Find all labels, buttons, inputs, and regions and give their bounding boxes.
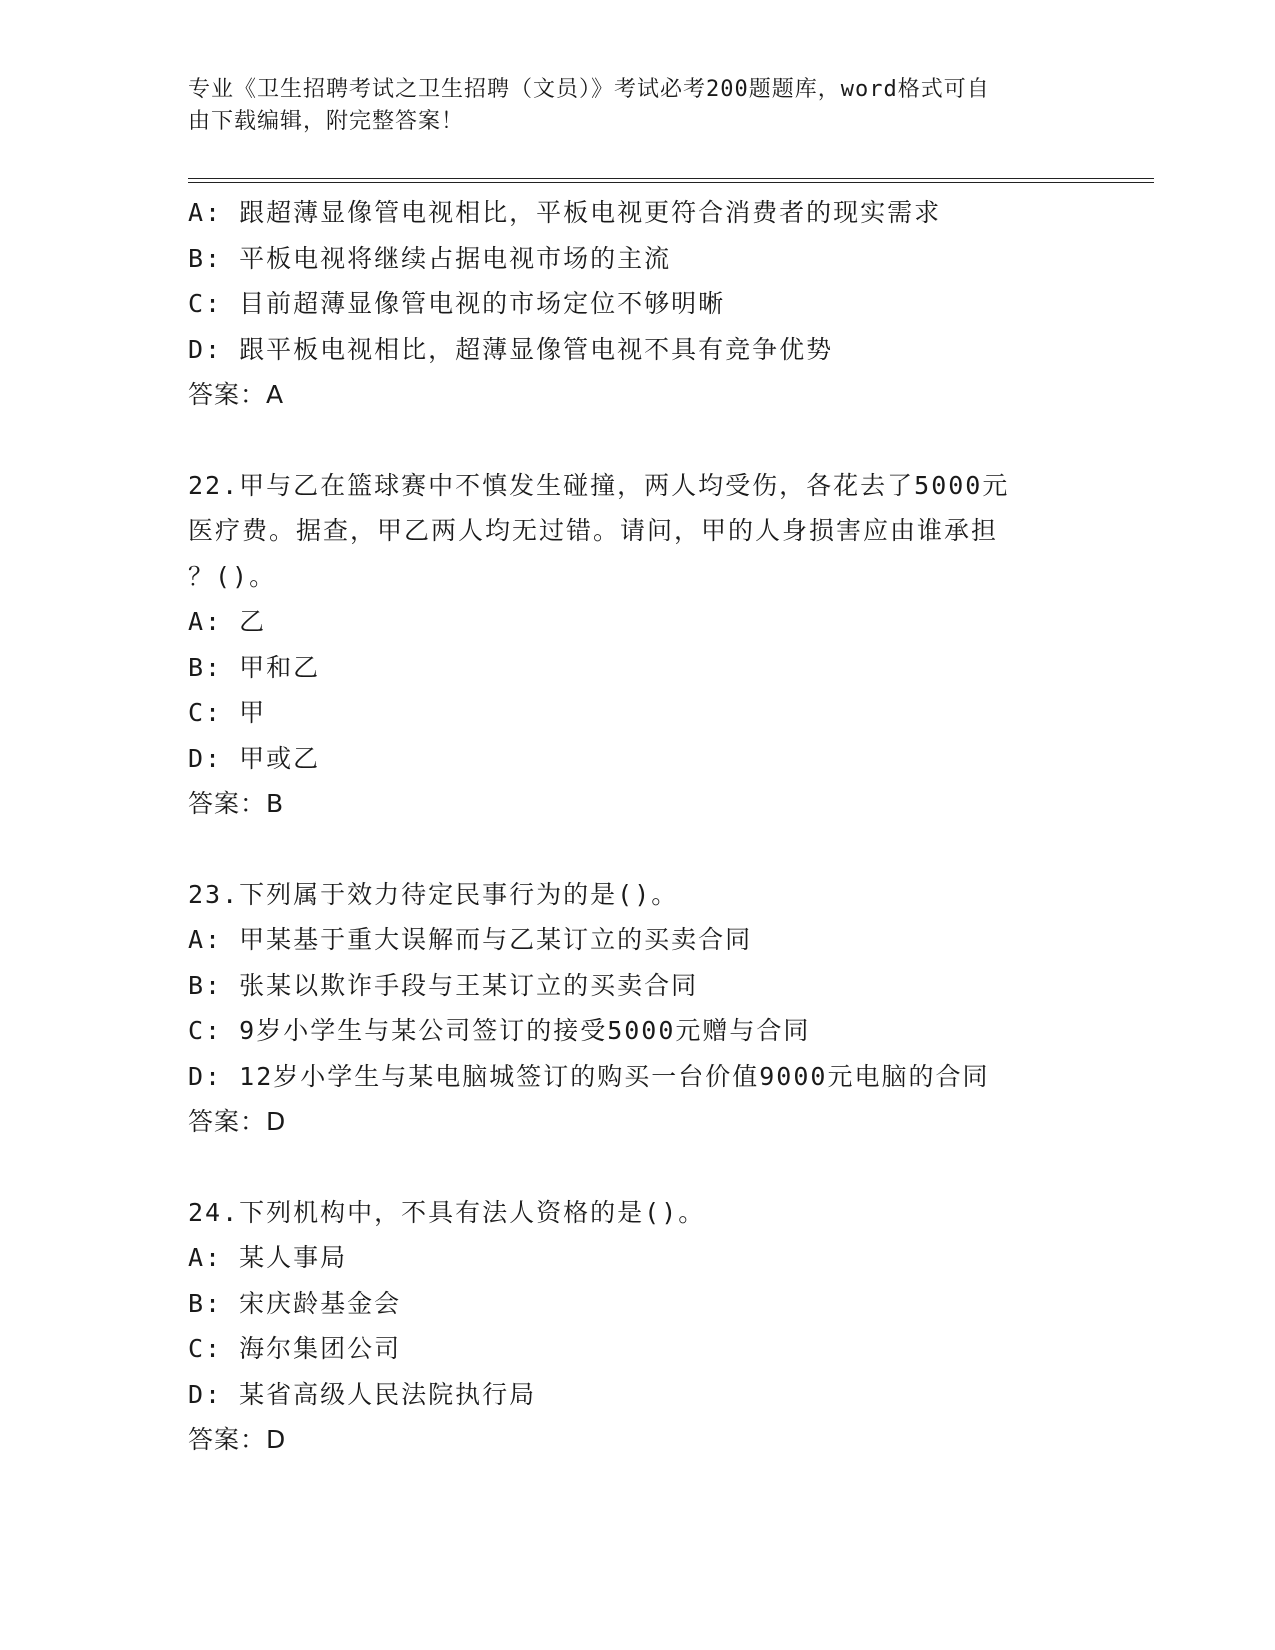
option-c: C: 目前超薄显像管电视的市场定位不够明晰 xyxy=(188,289,726,318)
option-c: C: 海尔集团公司 xyxy=(188,1334,402,1363)
question-stem: ？()。 xyxy=(188,561,277,591)
question-stem: 24.下列机构中，不具有法人资格的是()。 xyxy=(188,1197,706,1227)
option-b: B: 平板电视将继续占据电视市场的主流 xyxy=(188,243,672,273)
option-a: A: 甲某基于重大误解而与乙某订立的买卖合同 xyxy=(188,925,753,954)
option-a: A: 乙 xyxy=(188,607,267,636)
question-stem: 医疗费。据查，甲乙两人均无过错。请问，甲的人身损害应由谁承担 xyxy=(188,516,999,545)
question-stem: 23.下列属于效力待定民事行为的是()。 xyxy=(188,879,679,909)
header-line-1: 专业《卫生招聘考试之卫生招聘（文员）》考试必考200题题库，word格式可自 xyxy=(188,77,990,102)
option-d: D: 某省高级人民法院执行局 xyxy=(188,1379,537,1409)
option-a: A: 跟超薄显像管电视相比，平板电视更符合消费者的现实需求 xyxy=(188,198,942,227)
document-header xyxy=(188,74,1068,138)
answer-label: 答案：B xyxy=(188,789,285,818)
question-list xyxy=(188,190,1088,1463)
spacer xyxy=(188,1145,1088,1190)
spacer xyxy=(188,827,1088,872)
question-23 xyxy=(188,872,1088,1145)
answer-label: 答案：D xyxy=(188,1425,287,1454)
answer-label: 答案：A xyxy=(188,380,285,409)
option-c: C: 9岁小学生与某公司签订的接受5000元赠与合同 xyxy=(188,1016,811,1045)
question-24 xyxy=(188,1190,1088,1463)
header-line-2: 由下载编辑，附完整答案！ xyxy=(188,109,465,134)
option-a: A: 某人事局 xyxy=(188,1243,348,1272)
option-d: D: 甲或乙 xyxy=(188,743,321,773)
question-22 xyxy=(188,463,1088,827)
question-stem: 22.甲与乙在篮球赛中不慎发生碰撞，两人均受伤，各花去了5000元 xyxy=(188,470,1010,500)
option-b: B: 张某以欺诈手段与王某订立的买卖合同 xyxy=(188,970,699,1000)
option-c: C: 甲 xyxy=(188,698,267,727)
answer-label: 答案：D xyxy=(188,1107,287,1136)
header-divider xyxy=(188,178,1154,183)
option-b: B: 甲和乙 xyxy=(188,652,321,682)
spacer xyxy=(188,418,1088,463)
option-b: B: 宋庆龄基金会 xyxy=(188,1288,402,1318)
option-d: D: 12岁小学生与某电脑城签订的购买一台价值9000元电脑的合同 xyxy=(188,1061,990,1091)
question-21 xyxy=(188,190,1088,418)
option-d: D: 跟平板电视相比，超薄显像管电视不具有竞争优势 xyxy=(188,334,834,364)
